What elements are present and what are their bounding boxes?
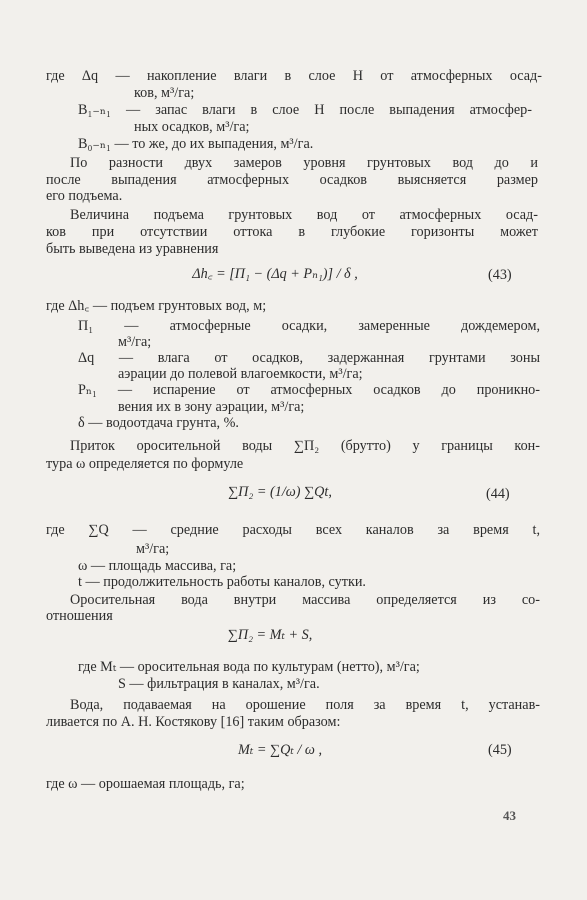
text-line: где Mₜ — оросительная вода по культурам (нетто), м³/га; [78, 659, 420, 675]
text-line: его подъема. [46, 188, 123, 204]
text-line: ω — площадь массива, га; [78, 558, 237, 574]
text-line: вения их в зону аэрации, м³/га; [118, 399, 305, 415]
text-line: где Δh꜀ — подъем грунтовых вод, м; [46, 298, 267, 314]
text-line: B₀₋ₙ₁ — то же, до их выпадения, м³/га. [78, 136, 314, 152]
text-line: отношения [46, 608, 113, 624]
text-line: где ∑Q — средние расходы всех каналов за время t, [46, 522, 540, 538]
text-line: ливается по А. Н. Костякову [16] таким образом: [46, 714, 341, 730]
text-line: Pₙ₁ — испарение от атмосферных осадков до проникно- [78, 382, 540, 398]
text-line: м³/га; [136, 541, 170, 557]
text-line: Оросительная вода внутри массива определяется из со- [70, 592, 540, 608]
equation-number: (45) [488, 742, 512, 758]
text-line: По разности двух замеров уровня грунтовых вод до и [70, 155, 538, 171]
text-line: ков при отсутствии оттока в глубокие горизонты может [46, 224, 538, 240]
text-line: B₁₋ₙ₁ — запас влаги в слое H после выпадения атмосфер- [78, 102, 532, 118]
text-line: S — фильтрация в каналах, м³/га. [118, 676, 320, 692]
page-number: 43 [503, 808, 516, 823]
text-line: ных осадков, м³/га; [134, 119, 250, 135]
text-line: где ω — орошаемая площадь, га; [46, 776, 245, 792]
text-line: t — продолжительность работы каналов, сутки. [78, 574, 366, 590]
equation-44: ∑П₂ = (1/ω) ∑Qt, [228, 484, 332, 500]
text-line: δ — водоотдача грунта, %. [78, 415, 239, 431]
text-line: где Δq — накопление влаги в слое H от атмосферных осад- [46, 68, 542, 84]
equation-sum: ∑П₂ = Mₜ + S, [227, 627, 313, 643]
text-line: П₁ — атмосферные осадки, замеренные дождемером, [78, 318, 540, 334]
text-line: аэрации до полевой влагоемкости, м³/га; [118, 366, 363, 382]
text-line: быть выведена из уравнения [46, 241, 219, 257]
text-line: Величина подъема грунтовых вод от атмосферных осад- [70, 207, 538, 223]
text-line: тура ω определяется по формуле [46, 456, 244, 472]
text-line: ков, м³/га; [134, 85, 195, 101]
text-line: Вода, подаваемая на орошение поля за время t, устанав- [70, 697, 540, 713]
equation-43: Δh꜀ = [П₁ − (Δq + Pₙ₁)] / δ , [192, 266, 358, 282]
text-line: Δq — влага от осадков, задержанная грунтами зоны [78, 350, 540, 366]
equation-number: (44) [486, 486, 510, 502]
equation-45: Mₜ = ∑Qₜ / ω , [238, 742, 322, 758]
equation-number: (43) [488, 267, 512, 283]
text-line: Приток оросительной воды ∑П₂ (брутто) у границы кон- [70, 438, 540, 454]
text-line: после выпадения атмосферных осадков выясняется размер [46, 172, 538, 188]
text-line: м³/га; [118, 334, 152, 350]
